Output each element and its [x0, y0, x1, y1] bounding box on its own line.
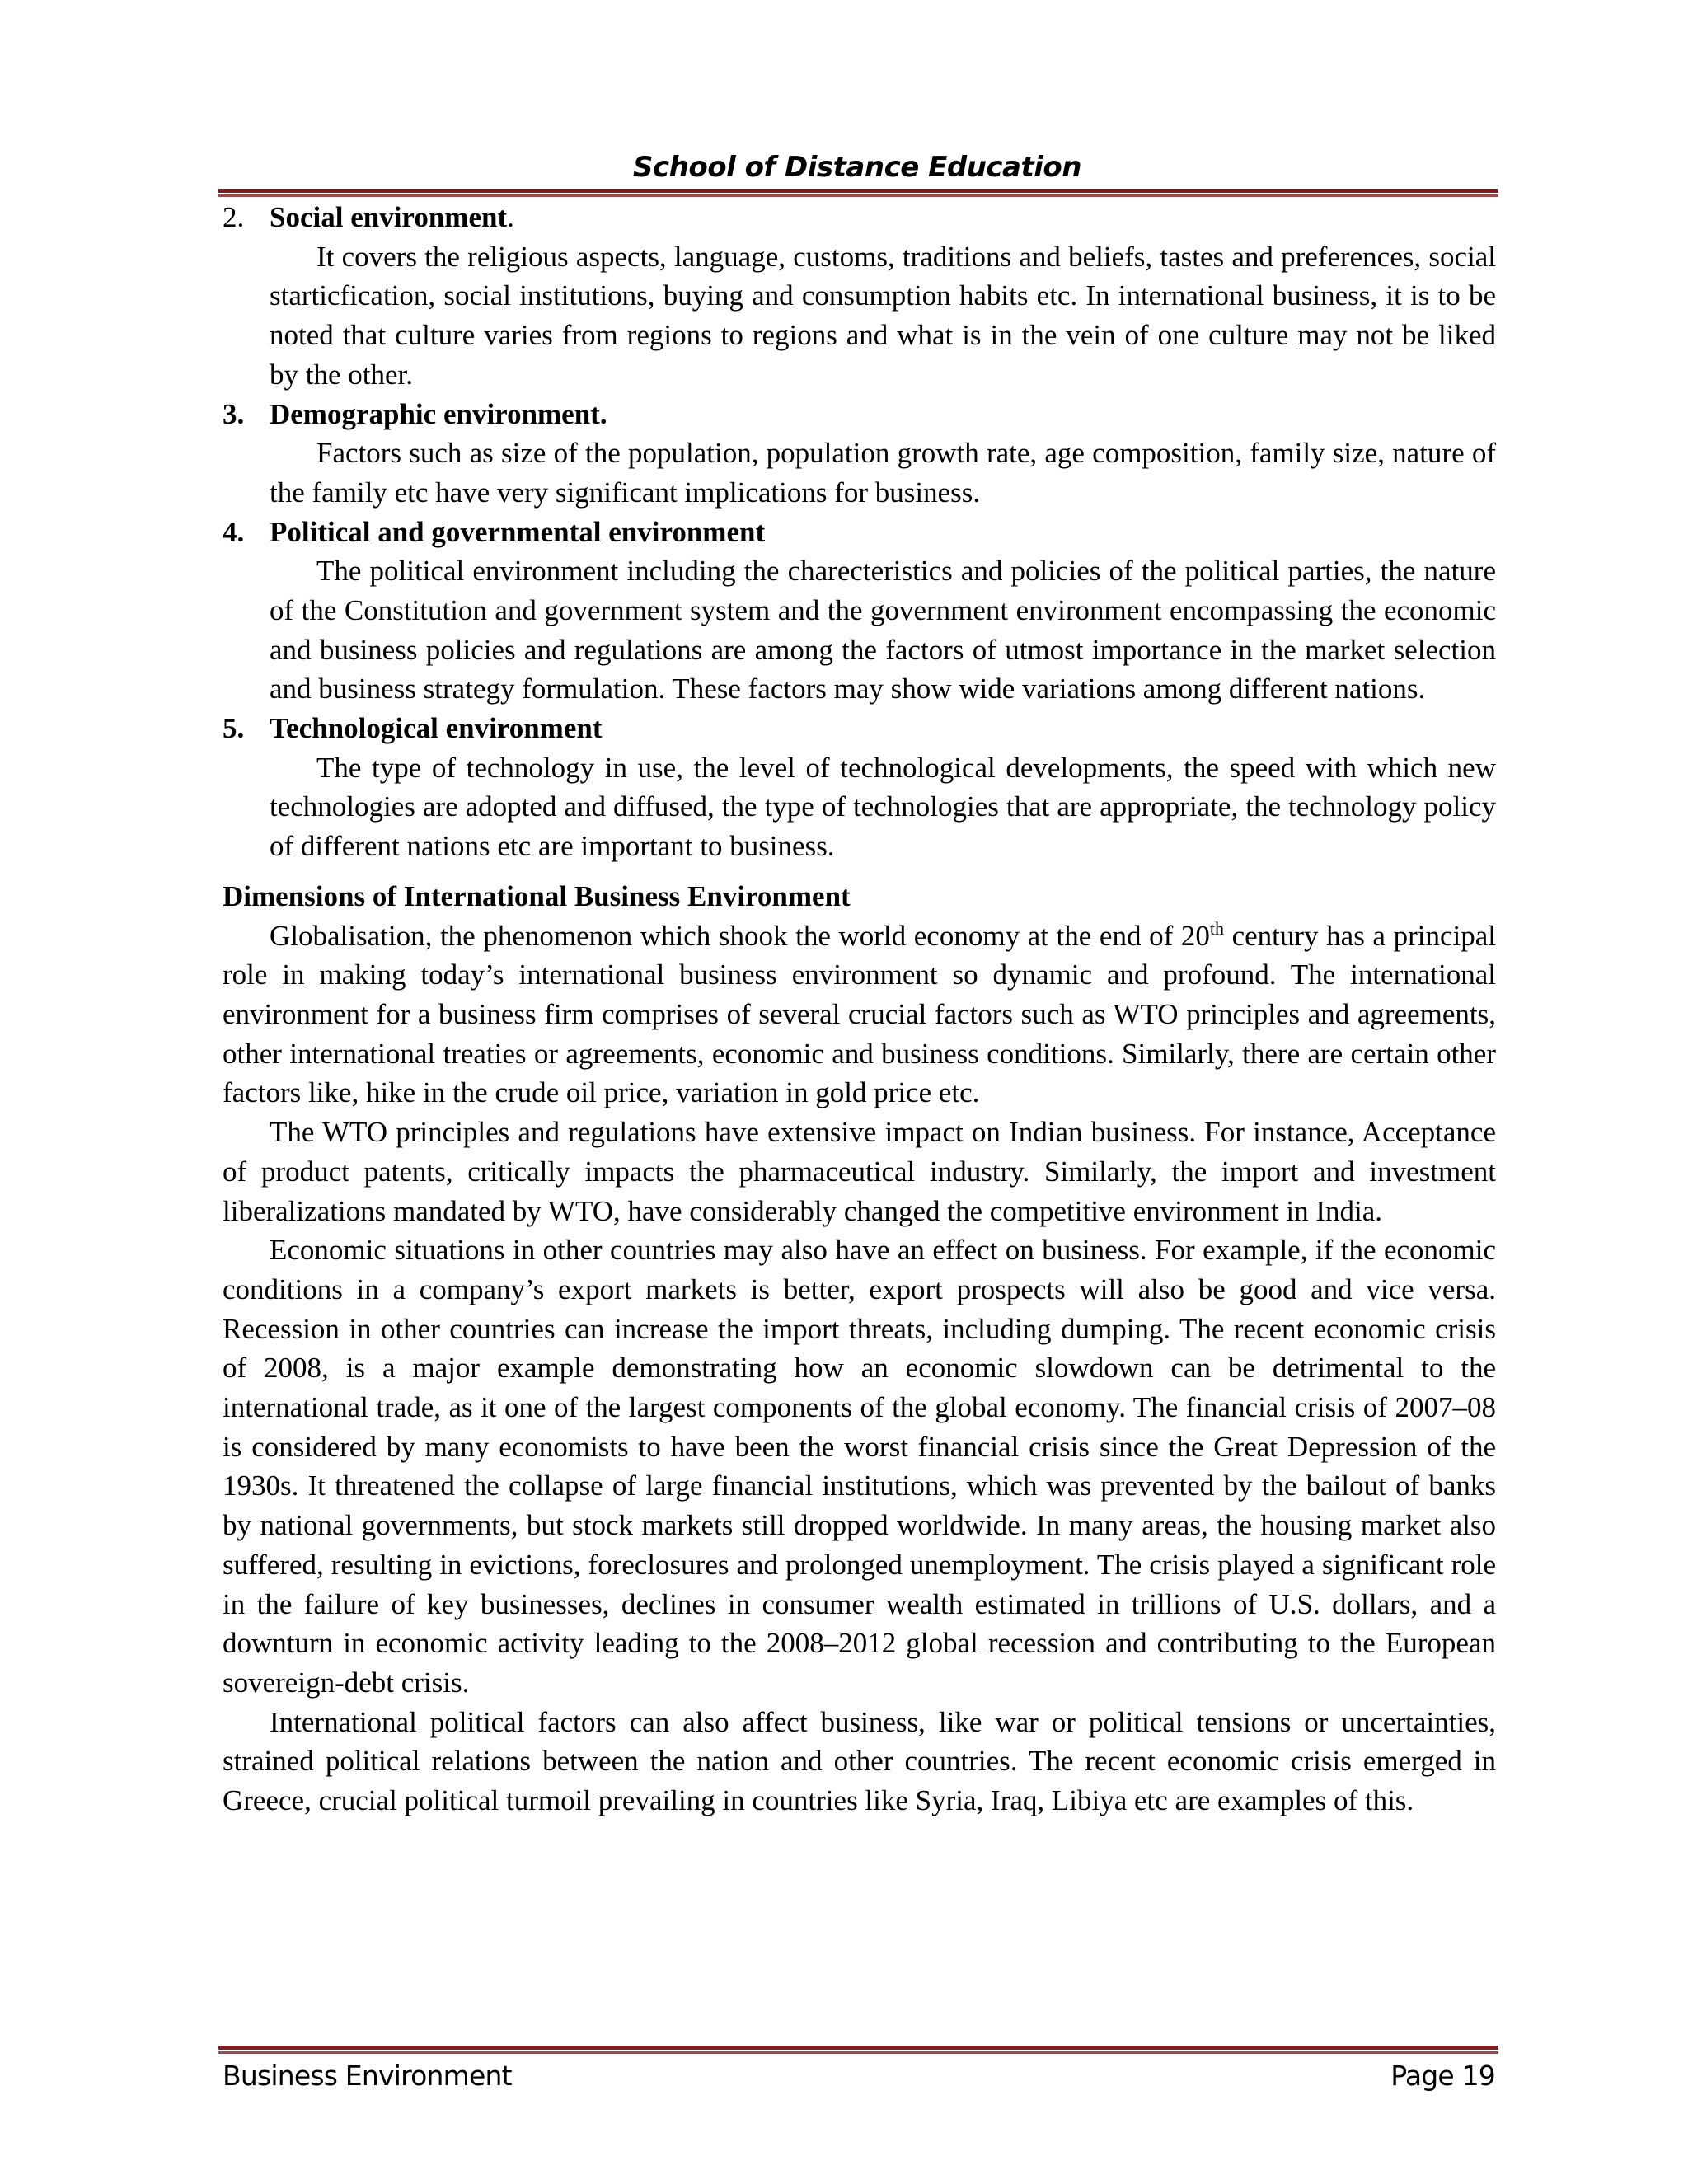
list-item [223, 709, 1496, 866]
page-header-title: School of Distance Education [633, 151, 1081, 184]
list-item-body: The type of technology in use, the level of technological developments, the speed with which new technologies are adopted and diffused, the type of technologies that are appropriate, the technology policy of different nations etc are important to business. [270, 751, 1496, 863]
list-item [223, 395, 1496, 513]
list-item-title: Technological environment [270, 712, 603, 745]
paragraph [223, 916, 1496, 1113]
list-item-number: 5. [223, 712, 245, 745]
page-content [223, 198, 1496, 1821]
list-item-body: The political environment including the charecteristics and policies of the political parties, the nature of the Constitution and government system and the government environment encompassing the economic and business policies and regulations are among the factors of utmost importance in the market selection and business strategy formulation. These factors may show wide variations among different nations. [270, 555, 1496, 705]
paragraph-text: Globalisation, the phenomenon which shook the world economy at the end of 20 [270, 919, 1210, 952]
list-item-title: Social environment [270, 201, 508, 233]
paragraph-text: century has a principal role in making today’s international business environment so dynamic and profound. The international environment for a business firm comprises of several crucial factors such as WTO principles and agreements, other international treaties or agreements, economic and business conditions. Similarly, there are certain other factors like, hike in the crude oil price, variation in gold price etc. [223, 919, 1496, 1109]
list-item [223, 198, 1496, 395]
footer-page-number: Page 19 [1390, 2060, 1495, 2092]
footer-divider [218, 2046, 1498, 2054]
header-divider [218, 189, 1498, 197]
list-item-body: It covers the religious aspects, language, customs, traditions and beliefs, tastes and preferences, social starticfication, social institutions, buying and consumption habits etc. In international business, it is to be noted that culture varies from regions to regions and what is in the vein of one culture may not be liked by the other. [270, 240, 1496, 391]
superscript: th [1209, 917, 1224, 939]
list-item-number: 2. [223, 201, 245, 233]
list-item-title: Political and governmental environment [270, 515, 766, 548]
footer-book-title: Business Environment [223, 2060, 512, 2092]
list-item-body: Factors such as size of the population, population growth rate, age composition, family size, nature of the family etc have very significant implications for business. [270, 437, 1496, 509]
paragraph: Economic situations in other countries may also have an effect on business. For example, if the economic conditions in a company’s export markets is better, export prospects will also be good and vice versa. Recession in other countries can increase the import threats, including dumping. The recent economic crisis of 2008, is a major example demonstrating how an economic slowdown can be detrimental to the international trade, as it one of the largest components of the global economy. The financial crisis of 2007–08 is considered by many economists to have been the worst financial crisis since the Great Depression of the 1930s. It threatened the collapse of large financial institutions, which was prevented by the bailout of banks by national governments, but stock markets still dropped worldwide. In many areas, the housing market also suffered, resulting in evictions, foreclosures and prolonged unemployment. The crisis played a significant role in the failure of key businesses, declines in consumer wealth estimated in trillions of U.S. dollars, and a downturn in economic activity leading to the 2008–2012 global recession and contributing to the European sovereign-debt crisis. [223, 1234, 1496, 1699]
section-heading: Dimensions of International Business Environment [223, 879, 851, 912]
list-item-number: 3. [223, 397, 245, 430]
list-item-title-suffix: . [507, 201, 514, 233]
paragraph: International political factors can also affect business, like war or political tensions or uncertainties, strained political relations between the nation and other countries. The recent economic crisis emerged in Greece, crucial political turmoil prevailing in countries like Syria, Iraq, Libiya etc are examples of this. [223, 1705, 1496, 1817]
list-item-number: 4. [223, 515, 245, 548]
paragraph: The WTO principles and regulations have extensive impact on Indian business. For instance, Acceptance of product patents, critically impacts the pharmaceutical industry. Similarly, the import and investment liberalizations mandated by WTO, have considerably changed the competitive environment in India. [223, 1116, 1496, 1227]
list-item [223, 513, 1496, 710]
list-item-title: Demographic environment. [270, 397, 607, 430]
